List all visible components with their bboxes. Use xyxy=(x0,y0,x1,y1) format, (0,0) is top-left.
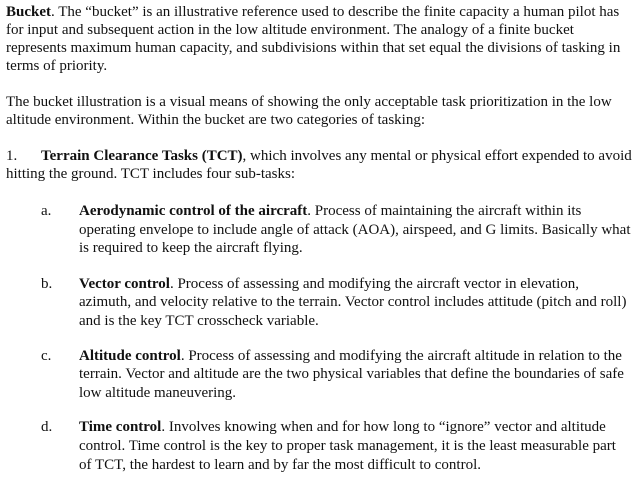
subtask-text: . Involves knowing when and for how long to “ignore” vector and altitude control. Time control is the key to proper task management, it is the least measurable part of TCT, the hardest to learn and by far the most difficult to control. xyxy=(79,419,616,473)
bucket-term: Bucket xyxy=(6,4,51,20)
document-page xyxy=(6,3,632,474)
subtask-item-altitude-control xyxy=(6,347,632,403)
bucket-definition-paragraph xyxy=(6,3,632,75)
bucket-illustration-paragraph: The bucket illustration is a visual means of showing the only acceptable task prioritization in the low altitude environment. Within the bucket are two categories of tasking: xyxy=(6,94,612,128)
subtask-letter: a. xyxy=(41,203,52,219)
subtask-title: Aerodynamic control of the aircraft xyxy=(79,203,308,219)
subtask-item-time-control xyxy=(6,418,632,474)
subtask-title: Vector control xyxy=(79,275,170,292)
subtask-letter: d. xyxy=(41,419,53,436)
subtask-letter: c. xyxy=(41,347,52,364)
subtask-text: . Process of assessing and modifying the aircraft vector in elevation, azimuth, and velocity relative to the terrain. Vector control includes attitude (pitch and roll) and is the key TCT crosscheck variable. xyxy=(79,275,627,329)
subtask-item-vector-control xyxy=(6,275,632,331)
subtask-letter: b. xyxy=(41,275,53,292)
bucket-definition-text: . The “bucket” is an illustrative reference used to describe the finite capacity a human pilot has for input and subsequent action in the low altitude environment. The analogy of a finite bucket represents maximum human capacity, and subdivisions within that set equal the divisions of tasking in terms of priority. xyxy=(6,4,621,74)
subtask-item-aerodynamic-control xyxy=(6,202,632,258)
tct-item-text: , which involves any mental or physical effort expended to avoid hitting the ground. TCT includes four sub-tasks: xyxy=(6,148,632,182)
tct-item xyxy=(6,147,632,183)
tct-item-number: 1. xyxy=(6,148,18,164)
subtask-text: . Process of maintaining the aircraft within its operating envelope to include angle of attack (AOA), airspeed, and G limits. Basically what is required to keep the aircraft flying. xyxy=(79,203,631,257)
subtask-text: . Process of assessing and modifying the aircraft altitude in relation to the terrain. Vector and altitude are the two physical variables that define the boundaries of safe low altitude maneuvering. xyxy=(79,347,624,401)
subtask-title: Time control xyxy=(79,419,162,436)
subtask-title: Altitude control xyxy=(79,347,181,364)
tct-item-title: Terrain Clearance Tasks (TCT) xyxy=(41,148,243,164)
